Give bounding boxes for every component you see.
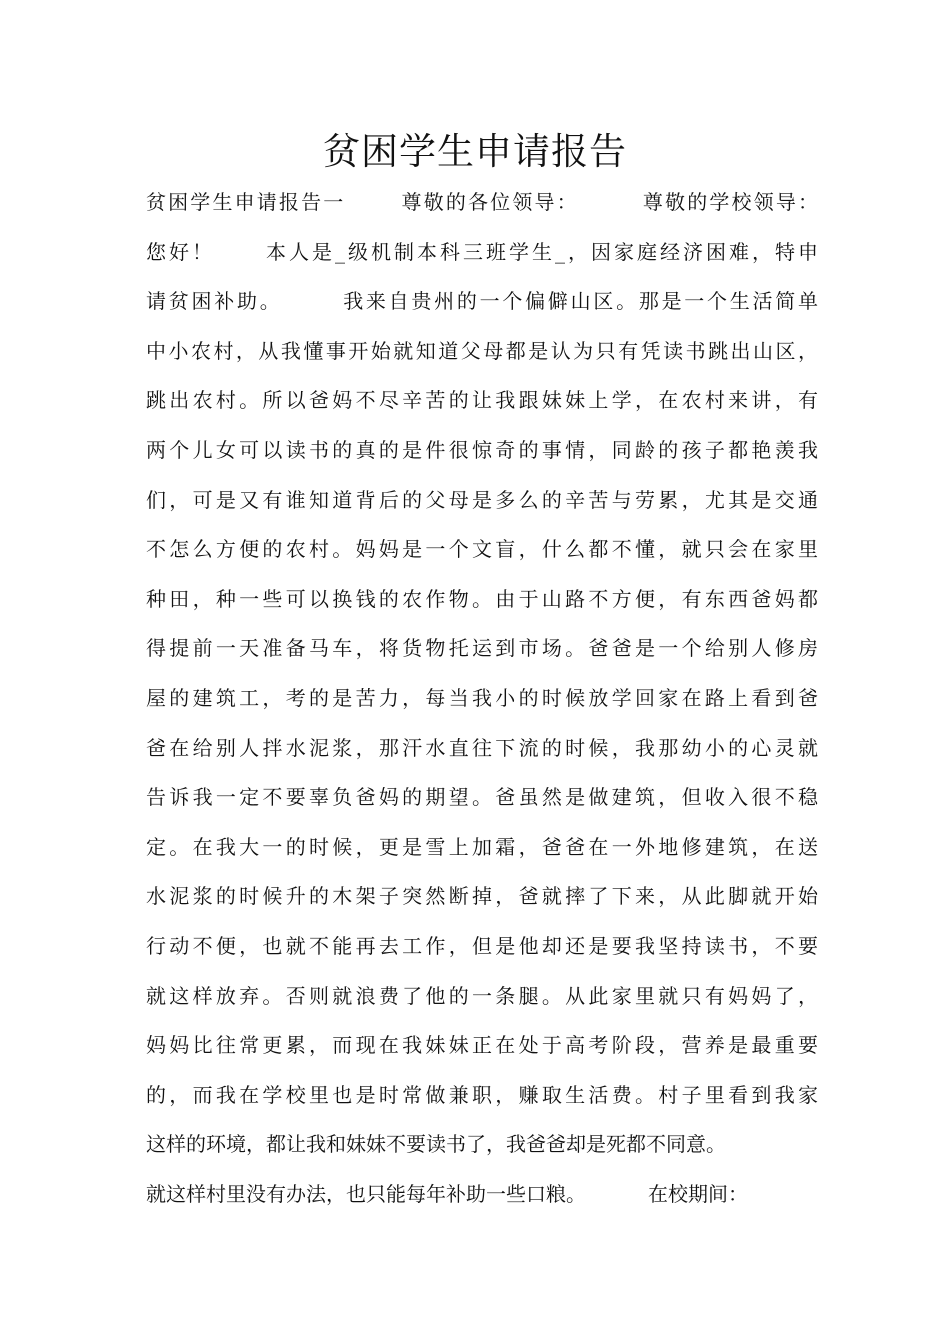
text-line: 告诉我一定不要辜负爸妈的期望。爸虽然是做建筑，但收入很不稳	[146, 785, 818, 810]
text-line: 跳出农村。所以爸妈不尽辛苦的让我跟妹妹上学，在农村来讲，有	[146, 388, 818, 413]
text-segment: 请贫困补助。	[146, 289, 283, 314]
text-line: 种田，种一些可以换钱的农作物。由于山路不方便，有东西爸妈都	[146, 586, 818, 611]
text-line: 的，而我在学校里也是时常做兼职，赚取生活费。村子里看到我家	[146, 1082, 818, 1107]
document-body	[146, 178, 818, 1219]
text-line: 定。在我大一的时候，更是雪上加霜，爸爸在一外地修建筑，在送	[146, 834, 818, 859]
text-line	[146, 178, 818, 228]
text-line: 妈妈比往常更累，而现在我妹妹正在处于高考阶段，营养是最重要	[146, 1033, 818, 1058]
text-line: 不怎么方便的农村。妈妈是一个文盲，什么都不懂，就只会在家里	[146, 537, 818, 562]
text-segment: 您好！	[146, 239, 215, 264]
text-line	[146, 277, 818, 327]
text-line: 屋的建筑工，考的是苦力，每当我小的时候放学回家在路上看到爸	[146, 685, 818, 710]
text-segment: 贫困学生申请报告一	[146, 190, 346, 214]
text-segment: 本人是_级机制本科三班学生_，因家庭经济困难，特申	[263, 239, 818, 264]
text-segment: 就这样村里没有办法，也只能每年补助一些口粮。	[146, 1181, 586, 1206]
text-line: 中小农村，从我懂事开始就知道父母都是认为只有凭读书跳出山区，	[146, 338, 818, 363]
text-line: 两个儿女可以读书的真的是件很惊奇的事情，同龄的孩子都艳羡我	[146, 437, 818, 462]
text-line	[146, 228, 818, 278]
text-segment: 在校期间：	[648, 1181, 748, 1206]
text-line	[146, 1170, 818, 1220]
text-line: 这样的环境，都让我和妹妹不要读书了，我爸爸却是死都不同意。	[146, 1132, 726, 1157]
text-segment: 尊敬的学校领导：	[640, 190, 818, 214]
text-segment: 我来自贵州的一个偏僻山区。那是一个生活简单	[340, 289, 818, 314]
text-segment: 尊敬的各位领导：	[399, 190, 579, 214]
text-line: 行动不便，也就不能再去工作，但是他却还是要我坚持读书，不要	[146, 933, 818, 958]
text-line: 得提前一天准备马车，将货物托运到市场。爸爸是一个给别人修房	[146, 636, 818, 661]
text-line: 水泥浆的时候升的木架子突然断掉，爸就摔了下来，从此脚就开始	[146, 884, 818, 909]
text-line: 爸在给别人拌水泥浆，那汗水直往下流的时候，我那幼小的心灵就	[146, 735, 818, 760]
text-line: 就这样放弃。否则就浪费了他的一条腿。从此家里就只有妈妈了，	[146, 983, 818, 1008]
text-line: 们，可是又有谁知道背后的父母是多么的辛苦与劳累，尤其是交通	[146, 487, 818, 512]
document-title: 贫困学生申请报告	[323, 130, 627, 173]
